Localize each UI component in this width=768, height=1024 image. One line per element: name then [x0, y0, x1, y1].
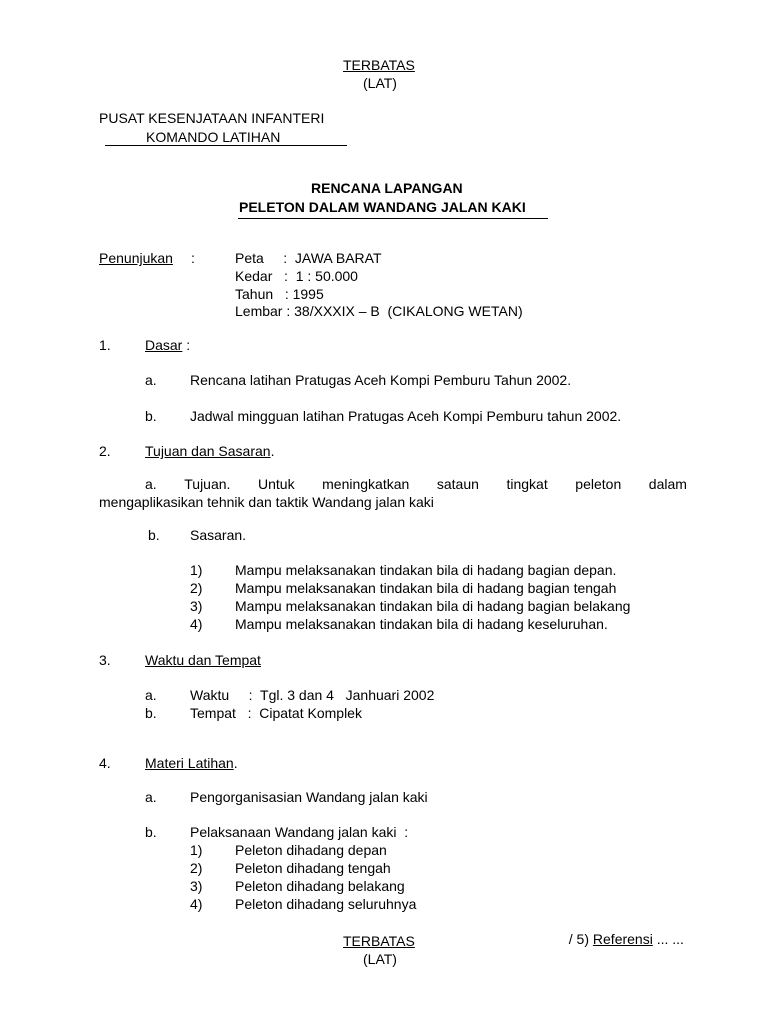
subitem-number: 2): [190, 860, 203, 876]
org-underline: [105, 145, 347, 146]
penunjukan-line: Lembar : 38/XXXIX – B (CIKALONG WETAN): [235, 303, 523, 319]
para-word: meningkatkan: [322, 476, 410, 492]
item-letter: a.: [145, 789, 157, 805]
subitem-number: 3): [190, 598, 203, 614]
org-line-1: PUSAT KESENJATAAN INFANTERI: [99, 110, 325, 126]
section-number: 1.: [99, 337, 111, 353]
subitem-text: Mampu melaksanakan tindakan bila di hadang bagian depan.: [235, 562, 617, 578]
section-title-suffix: :: [182, 337, 191, 353]
title-underline: [238, 218, 548, 219]
item-text: Pelaksanaan Wandang jalan kaki :: [190, 824, 409, 840]
section-title-suffix: .: [233, 755, 238, 771]
subitem-text: Peleton dihadang depan: [235, 842, 387, 858]
subitem-text: Mampu melaksanakan tindakan bila di hadang keseluruhan.: [235, 616, 608, 632]
classification-sub-footer: (LAT): [363, 951, 397, 967]
continuation-prefix: / 5): [568, 931, 593, 947]
para-word: tingkat: [506, 476, 548, 492]
continuation-suffix: ... ...: [652, 931, 684, 947]
item-text: Waktu : Tgl. 3 dan 4 Janhuari 2002: [190, 687, 435, 703]
section-title: Dasar: [145, 337, 183, 353]
section-heading: [145, 443, 274, 460]
item-text: Pengorganisasian Wandang jalan kaki: [190, 789, 428, 805]
penunjukan-label: Penunjukan: [99, 250, 173, 266]
subitem-text: Peleton dihadang belakang: [235, 878, 405, 894]
section-heading: [145, 755, 238, 772]
doc-title-line-2: PELETON DALAM WANDANG JALAN KAKI: [239, 199, 526, 215]
classification-footer: TERBATAS: [343, 933, 415, 949]
justified-paragraph-line: [145, 476, 687, 493]
section-heading: [145, 337, 190, 354]
para-word: Untuk: [258, 476, 295, 492]
section-title: Waktu dan Tempat: [145, 652, 261, 668]
item-letter: b.: [145, 408, 157, 424]
para-word: sataun: [436, 476, 479, 492]
penunjukan-line: Tahun : 1995: [235, 286, 324, 302]
subitem-text: Mampu melaksanakan tindakan bila di hadang bagian tengah: [235, 580, 617, 596]
para-word: dalam: [648, 476, 687, 492]
section-number: 4.: [99, 755, 111, 771]
continuation-reference: Referensi: [592, 931, 653, 947]
item-letter: b.: [145, 824, 157, 840]
subitem-text: Peleton dihadang tengah: [235, 860, 391, 876]
section-number: 3.: [99, 652, 111, 668]
subitem-number: 2): [190, 580, 203, 596]
section-title: Tujuan dan Sasaran: [145, 443, 271, 459]
penunjukan-line: Peta : JAWA BARAT: [235, 250, 382, 266]
para-word: Tujuan.: [184, 476, 231, 492]
para-word: peleton: [575, 476, 622, 492]
org-line-2: KOMANDO LATIHAN: [146, 129, 281, 145]
continuation-note: [561, 914, 684, 948]
subitem-number: 4): [190, 616, 203, 632]
item-text: Tempat : Cipatat Komplek: [190, 705, 362, 721]
subitem-number: 1): [190, 842, 203, 858]
item-text: Jadwal mingguan latihan Pratugas Aceh Kompi Pemburu tahun 2002.: [190, 408, 622, 424]
item-letter: a.: [145, 372, 157, 388]
item-letter: b.: [145, 705, 157, 721]
doc-title-line-1: RENCANA LAPANGAN: [311, 180, 463, 196]
subitem-number: 3): [190, 878, 203, 894]
item-letter: b.: [148, 527, 160, 543]
subitem-number: 1): [190, 562, 203, 578]
subitem-text: Peleton dihadang seluruhnya: [235, 896, 417, 912]
item-text: Sasaran.: [190, 527, 247, 543]
penunjukan-line: Kedar : 1 : 50.000: [235, 268, 358, 284]
paragraph-continuation: mengaplikasikan tehnik dan taktik Wandang jalan kaki: [99, 494, 434, 510]
section-title: Materi Latihan: [145, 755, 234, 771]
section-number: 2.: [99, 443, 111, 459]
para-word: a.: [145, 476, 157, 492]
subitem-number: 4): [190, 896, 203, 912]
item-text: Rencana latihan Pratugas Aceh Kompi Pemburu Tahun 2002.: [190, 372, 572, 388]
section-title-suffix: .: [270, 443, 275, 459]
classification-header: TERBATAS: [343, 57, 415, 73]
item-letter: a.: [145, 687, 157, 703]
penunjukan-colon: :: [191, 250, 195, 266]
classification-sub-header: (LAT): [363, 75, 397, 91]
subitem-text: Mampu melaksanakan tindakan bila di hadang bagian belakang: [235, 598, 631, 614]
